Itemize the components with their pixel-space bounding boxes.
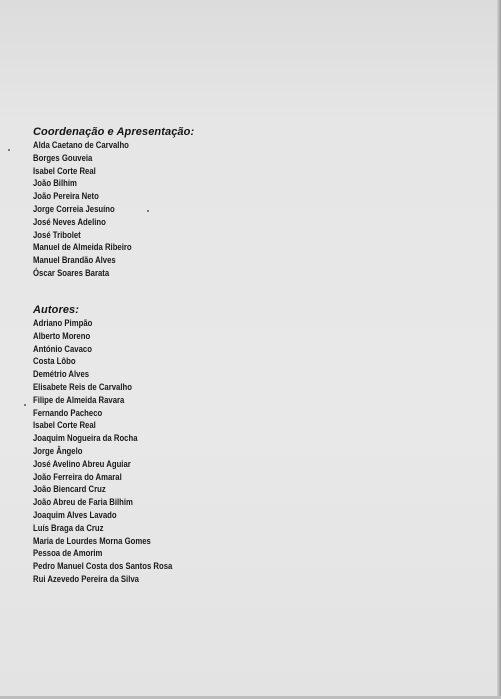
name-entry: Borges Gouveia	[33, 152, 93, 163]
name-entry: João Bilhim	[33, 178, 77, 189]
name-entry: Manuel de Almeida Ribeiro	[33, 242, 132, 253]
coordination-name-list	[33, 139, 194, 280]
name-entry: Isabel Corte Real	[33, 420, 96, 431]
paper-speck	[8, 149, 10, 151]
name-entry: José Tribolet	[33, 229, 81, 240]
name-entry: Fernando Pacheco	[33, 407, 103, 418]
name-entry: João Abreu de Faria Bilhim	[33, 497, 133, 508]
name-entry: Maria de Lourdes Morna Gomes	[33, 535, 151, 546]
name-entry: João Pereira Neto	[33, 191, 99, 202]
name-entry: João Biencard Cruz	[33, 484, 106, 495]
name-entry: João Ferreira do Amaral	[33, 471, 122, 482]
name-entry: Pessoa de Amorim	[33, 548, 103, 559]
paper-speck	[24, 404, 26, 406]
coordination-heading: Coordenação e Apresentação:	[33, 126, 195, 138]
page-edge-right	[497, 0, 501, 699]
name-entry: Alberto Moreno	[33, 330, 91, 341]
name-entry: Demétrio Alves	[33, 369, 90, 380]
name-entry: Manuel Brandão Alves	[33, 255, 116, 266]
name-entry: Adriano Pimpão	[33, 318, 93, 328]
name-entry: Pedro Manuel Costa dos Santos Rosa	[33, 561, 173, 572]
name-entry: Luís Braga da Cruz	[33, 522, 104, 533]
name-entry: Jorge Correia Jesuíno	[33, 203, 115, 214]
coordination-section	[33, 126, 194, 280]
name-entry: Filipe de Almeida Ravara	[33, 394, 125, 405]
name-entry: Joaquim Nogueira da Rocha	[33, 433, 138, 444]
name-entry: Rui Azevedo Pereira da Silva	[33, 573, 139, 584]
authors-heading: Autores:	[33, 304, 80, 316]
name-entry: Isabel Corte Real	[33, 165, 96, 176]
name-entry: Óscar Soares Barata	[33, 267, 110, 278]
authors-section	[33, 304, 195, 586]
name-entry: Alda Caetano de Carvalho	[33, 140, 129, 150]
name-entry: José Avelino Abreu Aguiar	[33, 458, 131, 469]
name-entry: Elisabete Reis de Carvalho	[33, 381, 132, 392]
name-entry: José Neves Adelino	[33, 216, 106, 227]
authors-name-list	[33, 317, 195, 586]
name-entry: Costa Lôbo	[33, 356, 76, 367]
name-entry: Jorge Ângelo	[33, 445, 83, 456]
name-entry: António Cavaco	[33, 343, 92, 354]
name-entry: Joaquim Alves Lavado	[33, 509, 117, 520]
